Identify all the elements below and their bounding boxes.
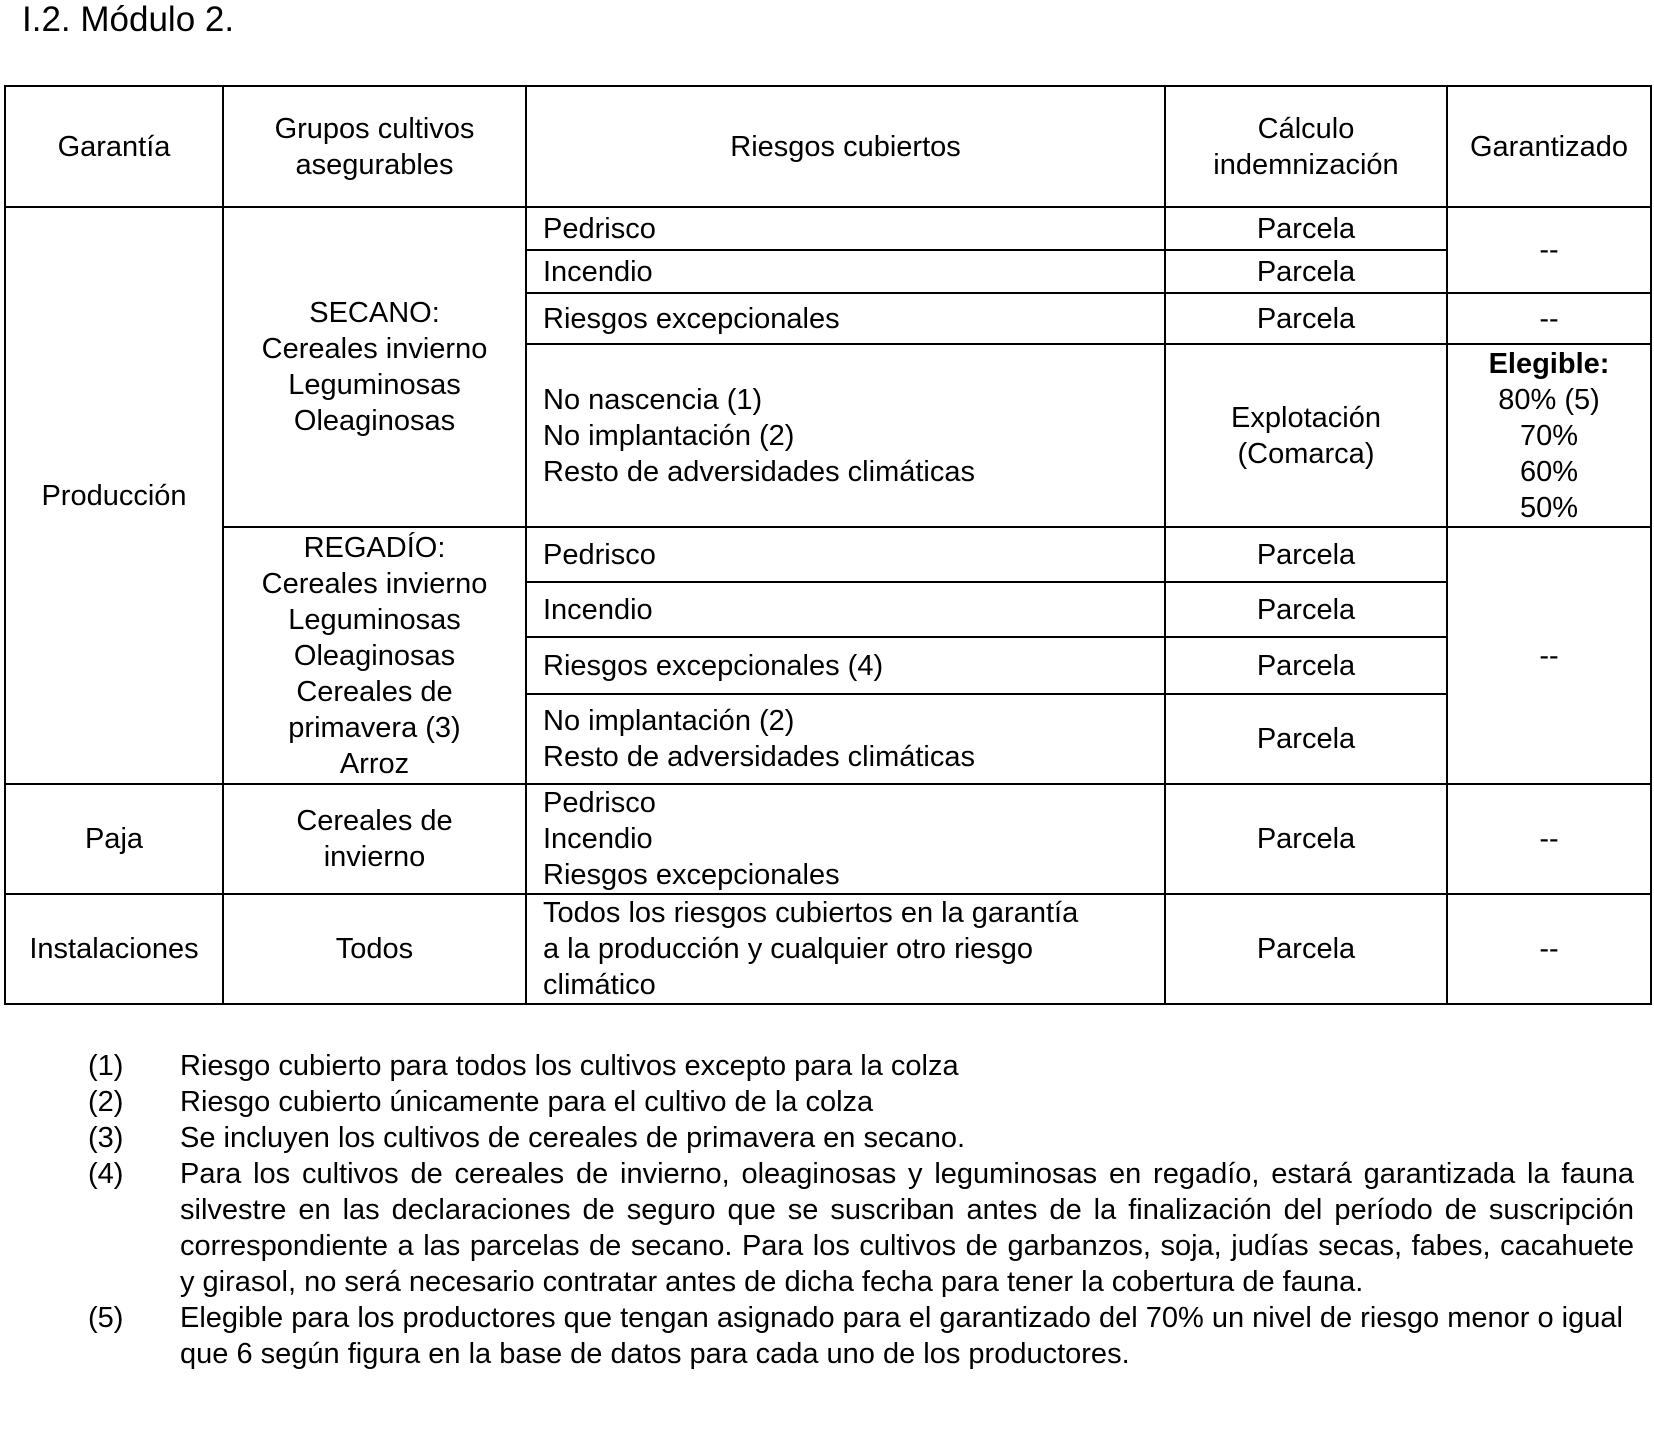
calculo-cell [1165,344,1447,527]
group-line: Cereales de [296,675,453,708]
riesgo-line: Incendio [543,823,653,855]
footnote [88,1300,1634,1372]
group-line: invierno [323,841,426,873]
table-row [5,207,1651,250]
riesgo-cell [526,894,1165,1004]
riesgo-cell: Riesgos excepcionales [526,293,1165,344]
garantizado-cell: -- [1447,784,1651,894]
elegible-value: 70% [1519,419,1579,452]
group-secano [223,207,526,527]
group-regadio [223,527,526,784]
footnote [88,1048,1634,1084]
group-line: REGADÍO: [303,531,446,564]
riesgo-cell: Incendio [526,250,1165,293]
header-garantizado: Garantizado [1447,86,1651,207]
header-garantia: Garantía [5,86,223,207]
riesgo-line: Resto de adversidades climáticas [543,455,975,488]
calculo-cell: Parcela [1165,207,1447,250]
group-line: Cereales invierno [261,567,488,600]
table-row [5,894,1651,1004]
garantia-paja: Paja [5,784,223,894]
calculo-cell: Parcela [1165,784,1447,894]
riesgo-cell [526,694,1165,784]
group-line: primavera (3) [288,711,461,744]
riesgo-line: Pedrisco [543,787,656,819]
garantizado-cell: -- [1447,527,1651,784]
riesgo-line: Riesgos excepcionales [543,859,840,891]
garantia-instalaciones: Instalaciones [5,894,223,1004]
riesgo-line: No implantación (2) [543,705,795,737]
group-line: Arroz [339,747,410,780]
riesgo-cell: Pedrisco [526,527,1165,582]
riesgo-cell: Incendio [526,582,1165,637]
calculo-cell: Parcela [1165,894,1447,1004]
garantia-produccion: Producción [5,207,223,784]
footnote [88,1120,1634,1156]
footnote-text: Riesgo cubierto únicamente para el cultivo de la colza [180,1086,874,1118]
garantizado-cell: -- [1447,207,1651,293]
riesgo-cell [526,784,1165,894]
footnote-number: (4) [88,1158,124,1190]
footnote [88,1156,1634,1300]
table-header-row [5,86,1651,207]
group-line: Oleaginosas [293,405,456,437]
elegible-value: 60% [1519,455,1579,488]
footnote-number: (1) [88,1050,124,1082]
group-line: Leguminosas [288,603,461,636]
riesgo-line: No implantación (2) [543,419,795,452]
header-grupos-line: asegurables [295,148,454,181]
header-calculo [1165,86,1447,207]
riesgo-line: Todos los riesgos cubiertos en la garantía [543,897,1079,929]
page-title: I.2. Módulo 2. [22,0,235,39]
elegible-value: 80% (5) [1498,383,1600,416]
group-line: Cereales de [296,805,453,837]
footnotes [88,1048,1634,1372]
calculo-cell: Parcela [1165,527,1447,582]
footnote-number: (3) [88,1122,124,1154]
riesgo-cell [526,344,1165,527]
group-line: Cereales invierno [261,333,488,365]
group-line: Leguminosas [288,369,461,401]
footnote [88,1084,1634,1120]
garantizado-cell: -- [1447,894,1651,1004]
elegible-value: 50% [1519,491,1579,524]
group-line: SECANO: [309,297,440,329]
group-paja [223,784,526,894]
calculo-cell: Parcela [1165,582,1447,637]
header-grupos-line: Grupos cultivos [274,112,475,145]
riesgo-cell: Riesgos excepcionales (4) [526,637,1165,694]
group-line: Oleaginosas [293,639,456,672]
footnote-text: Elegible para los productores que tengan asignado para el garantizado del 70% un nivel de riesgo menor o igual que 6 según figura en la base de datos para cada uno de los productores. [180,1302,1623,1370]
table-row [5,527,1651,582]
header-grupos [223,86,526,207]
footnote-text: Se incluyen los cultivos de cereales de primavera en secano. [180,1122,966,1154]
calculo-cell: Parcela [1165,293,1447,344]
riesgo-line: a la producción y cualquier otro riesgo [543,933,1034,965]
garantizado-cell: -- [1447,293,1651,344]
calculo-cell: Parcela [1165,250,1447,293]
footnote-text: Para los cultivos de cereales de invierno, oleaginosas y leguminosas en regadío, estará garantizada la fauna silvestre en las declaraciones de seguro que se suscriban antes de la finalización del período de suscripción correspondiente a las parcelas de secano. Para los cultivos de garbanzos, soja, judías secas, fabes, cacahuete y girasol, no será necesario contratar antes de dicha fecha para tener la cobertura de fauna. [180,1158,1634,1298]
footnote-text: Riesgo cubierto para todos los cultivos excepto para la colza [180,1050,959,1082]
elegible-label: Elegible: [1488,347,1610,380]
calculo-line: (Comarca) [1237,437,1375,470]
riesgo-line: Resto de adversidades climáticas [543,741,975,773]
footnote-number: (2) [88,1086,124,1118]
calculo-cell: Parcela [1165,637,1447,694]
calculo-cell: Parcela [1165,694,1447,784]
header-calculo-line: indemnización [1213,148,1399,181]
footnote-number: (5) [88,1302,124,1334]
header-riesgos: Riesgos cubiertos [526,86,1165,207]
group-instalaciones: Todos [223,894,526,1004]
coverage-table [4,85,1652,1005]
garantizado-elegible [1447,344,1651,527]
riesgo-line: climático [543,969,656,1001]
riesgo-line: No nascencia (1) [543,383,763,416]
calculo-line: Explotación [1231,401,1381,434]
riesgo-cell: Pedrisco [526,207,1165,250]
table-row [5,784,1651,894]
header-calculo-line: Cálculo [1257,112,1355,145]
